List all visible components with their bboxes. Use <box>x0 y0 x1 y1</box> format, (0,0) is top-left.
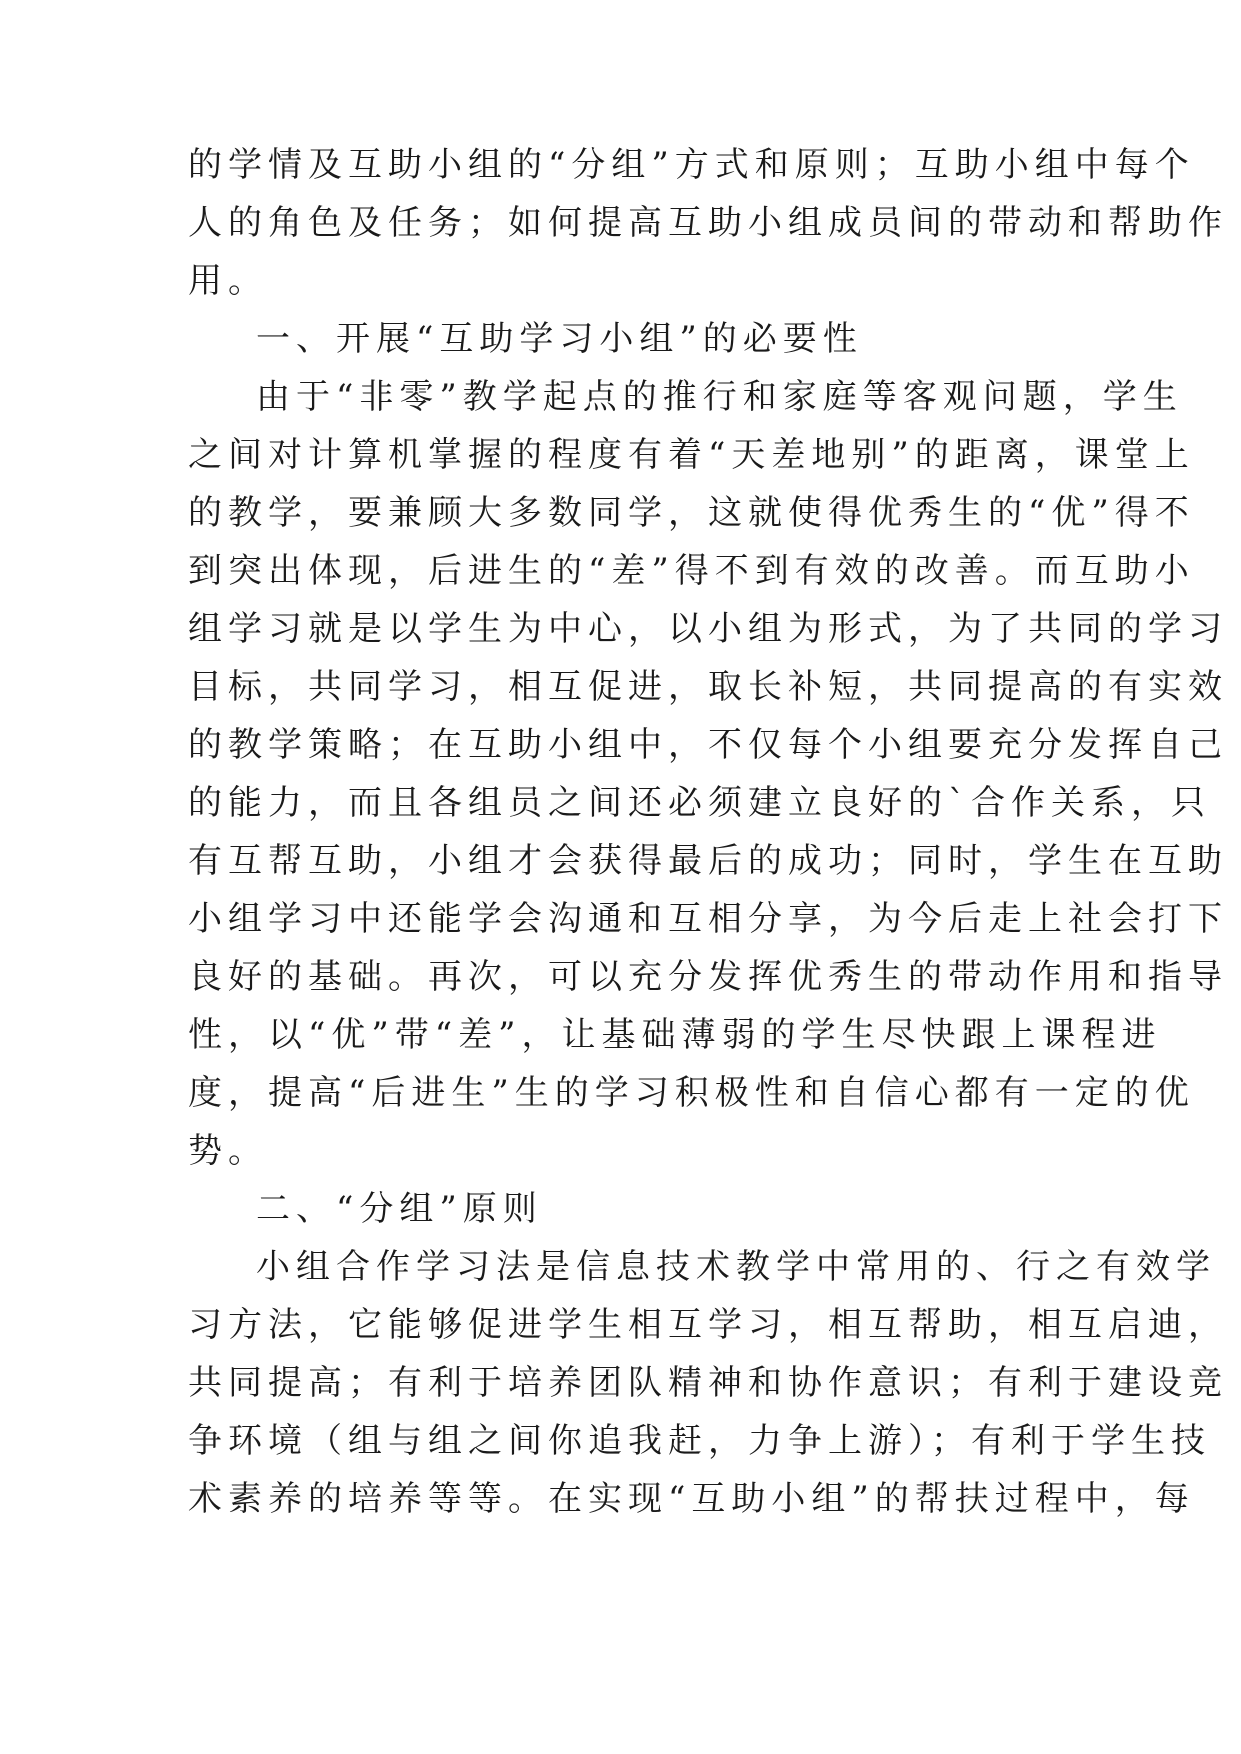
text-line: 由于“非零”教学起点的推行和家庭等客观问题，学生 <box>256 377 1183 417</box>
text-line: 到突出体现，后进生的“差”得不到有效的改善。而互助小 <box>188 551 1195 591</box>
text-line: 术素养的培养等等。在实现“互助小组”的帮扶过程中，每 <box>188 1479 1195 1519</box>
text-line: 的教学，要兼顾大多数同学，这就使得优秀生的“优”得不 <box>188 493 1195 533</box>
text-line: 的学情及互助小组的“分组”方式和原则；互助小组中每个 <box>188 145 1195 185</box>
section-heading: 一、开展“互助学习小组”的必要性 <box>256 319 863 359</box>
text-line: 组学习就是以学生为中心，以小组为形式，为了共同的学习 <box>188 609 1228 649</box>
text-line: 人的角色及任务；如何提高互助小组成员间的带动和帮助作 <box>188 203 1228 243</box>
text-line: 有互帮互助，小组才会获得最后的成功；同时，学生在互助 <box>188 841 1228 881</box>
text-line: 习方法，它能够促进学生相互学习，相互帮助，相互启迪， <box>188 1305 1228 1345</box>
text-line: 小组合作学习法是信息技术教学中常用的、行之有效学 <box>256 1247 1216 1287</box>
text-line: 小组学习中还能学会沟通和互相分享，为今后走上社会打下 <box>188 899 1228 939</box>
text-line: 性，以“优”带“差”，让基础薄弱的学生尽快跟上课程进 <box>188 1015 1162 1055</box>
text-line: 用。 <box>188 261 268 301</box>
text-line: 良好的基础。再次，可以充分发挥优秀生的带动作用和指导 <box>188 957 1228 997</box>
text-line: 目标，共同学习，相互促进，取长补短，共同提高的有实效 <box>188 667 1228 707</box>
text-line: 争环境（组与组之间你追我赶，力争上游）；有利于学生技 <box>188 1421 1211 1461</box>
text-line: 的能力，而且各组员之间还必须建立良好的`合作关系，只 <box>188 783 1211 823</box>
text-line: 之间对计算机掌握的程度有着“天差地别”的距离，课堂上 <box>188 435 1195 475</box>
text-line: 势。 <box>188 1131 268 1171</box>
text-line: 的教学策略；在互助小组中，不仅每个小组要充分发挥自己 <box>188 725 1228 765</box>
section-heading: 二、“分组”原则 <box>256 1189 543 1229</box>
text-line: 度，提高“后进生”生的学习积极性和自信心都有一定的优 <box>188 1073 1195 1113</box>
text-line: 共同提高；有利于培养团队精神和协作意识；有利于建设竞 <box>188 1363 1228 1403</box>
